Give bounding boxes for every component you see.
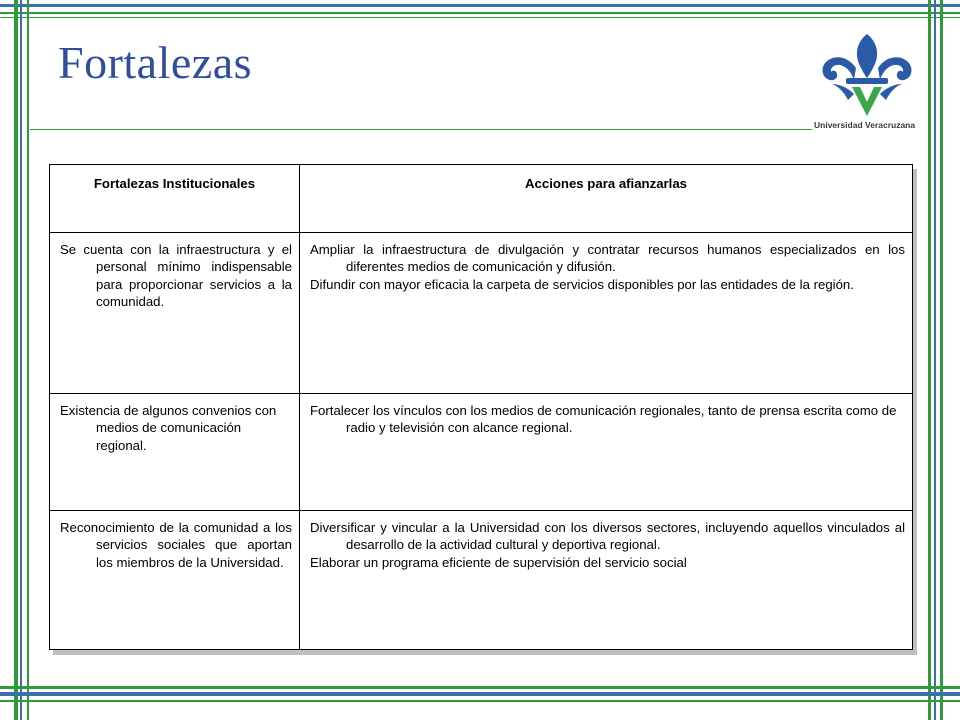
left-green-line [14, 0, 18, 720]
university-logo [812, 32, 926, 130]
accion-text: Ampliar la infraestructura de divulgación y contratar recursos humanos especializados en los diferentes medios de comunicación y difusión. [310, 242, 905, 275]
acciones-cell [300, 394, 913, 511]
accion-text: Difundir con mayor eficacia la carpeta de servicios disponibles por las entidades de la región. [310, 276, 854, 292]
acciones-cell [300, 233, 913, 394]
bottom-blue-line [0, 692, 960, 696]
fortaleza-cell [50, 511, 300, 650]
table-row [50, 233, 913, 394]
table-row [50, 511, 913, 650]
fortaleza-cell [50, 233, 300, 394]
table-header-row [50, 165, 913, 233]
bottom-green-line-2 [0, 700, 960, 702]
accion-text: Fortalecer los vínculos con los medios de comunicación regionales, tanto de prensa escrita como de radio y televisión con alcance regional. [310, 403, 897, 436]
right-green-line-2 [940, 0, 943, 720]
bottom-green-line [0, 686, 960, 689]
fortalezas-table [49, 164, 913, 650]
title-underline [30, 129, 812, 130]
left-green-line-2 [27, 0, 29, 720]
fortaleza-text: Se cuenta con la infraestructura y el personal mínimo indispensable para proporcionar servicios a la comunidad. [60, 242, 292, 310]
top-green-line [0, 12, 960, 14]
fortaleza-text: Existencia de algunos convenios con medios de comunicación regional. [60, 403, 277, 453]
fortaleza-cell [50, 394, 300, 511]
page-title: Fortalezas [58, 37, 253, 88]
header-fortalezas: Fortalezas Institucionales [50, 165, 300, 233]
top-green-line-2 [0, 17, 960, 18]
fortaleza-text: Reconocimiento de la comunidad a los servicios sociales que aportan los miembros de la Universidad. [60, 520, 292, 570]
acciones-cell [300, 511, 913, 650]
flor-de-lis-v-logo-icon [812, 32, 922, 118]
right-green-line [928, 0, 931, 720]
header-acciones: Acciones para afianzarlas [300, 165, 913, 233]
left-blue-line [20, 0, 22, 720]
top-blue-line [0, 4, 960, 7]
right-blue-line [934, 0, 936, 720]
table-row [50, 394, 913, 511]
accion-text: Elaborar un programa eficiente de supervisión del servicio social [310, 554, 687, 570]
university-name: Universidad Veracruzana [814, 120, 916, 130]
accion-text: Diversificar y vincular a la Universidad con los diversos sectores, incluyendo aquellos vinculados al desarrollo de la actividad cultural y deportiva regional. [310, 520, 905, 553]
